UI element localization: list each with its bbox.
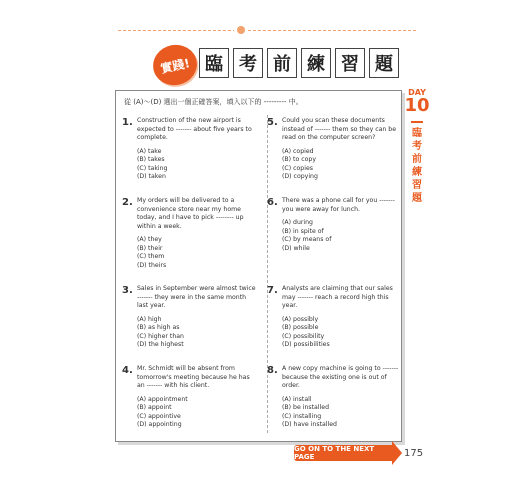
day-side-tab — [402, 88, 432, 205]
option: (C) them — [137, 253, 165, 261]
question-2 — [122, 197, 256, 270]
option: (D) possibilities — [282, 341, 330, 349]
option: (C) higher than — [137, 332, 184, 340]
option: (C) taking — [137, 164, 168, 172]
option: (A) they — [137, 236, 162, 243]
title-char: 練 — [301, 48, 331, 78]
option: (D) while — [282, 244, 310, 252]
instruction-text: 從 (A)～(D) 選出一個正確答案，填入以下的 --------- 中。 — [124, 98, 303, 106]
option: (C) by means of — [282, 236, 332, 244]
next-page-banner: GO ON TO THE NEXT PAGE — [294, 445, 392, 461]
option: (B) takes — [137, 156, 165, 164]
page-number: 175 — [404, 448, 424, 459]
option: (A) appointment — [137, 395, 188, 403]
question-6 — [267, 197, 401, 253]
top-dashed-rule — [118, 30, 416, 31]
question-stem: Could you scan these documents instead of ------- them so they can be read on the computer screen? — [282, 117, 397, 141]
question-stem: There was a phone call for you ------- you were away for lunch. — [282, 197, 395, 213]
question-box — [115, 90, 402, 442]
question-7 — [267, 285, 401, 350]
option: (C) appointive — [137, 412, 181, 420]
option: (D) copying — [282, 173, 318, 181]
option: (B) be installed — [282, 404, 329, 412]
option: (D) theirs — [137, 261, 167, 269]
option: (B) their — [137, 244, 163, 252]
side-section-text: 臨考前練習題 — [412, 128, 422, 204]
option: (D) taken — [137, 173, 166, 181]
option-list — [137, 236, 256, 270]
option: (A) high — [137, 315, 162, 323]
option-list — [282, 396, 401, 430]
option: (B) possible — [282, 324, 319, 332]
option: (C) possibility — [282, 332, 325, 340]
question-stem: Mr. Schmidt will be absent from tomorrow's meeting because he has an ------- with his client. — [137, 365, 250, 389]
option: (B) to copy — [282, 156, 316, 164]
question-stem: Analysts are claiming that our sales may ------- reach a record high this year. — [282, 285, 393, 309]
title-char: 臨 — [199, 48, 229, 78]
day-number: 10 — [404, 95, 430, 116]
question-4 — [122, 365, 256, 430]
question-number: 4. — [122, 365, 133, 376]
question-3 — [122, 285, 256, 350]
option: (A) copied — [282, 147, 314, 155]
practice-badge: 實踐! — [149, 41, 200, 89]
question-stem: A new copy machine is going to ------- because the existing one is out of order. — [282, 365, 399, 389]
option: (A) possibly — [282, 315, 319, 323]
option: (B) appoint — [137, 404, 172, 412]
option-list — [137, 396, 256, 430]
question-5 — [267, 117, 401, 182]
question-stem: My orders will be delivered to a convenience store near my home today, and I have to pick -------- up within a week. — [137, 197, 244, 230]
question-number: 7. — [267, 285, 278, 296]
option: (C) copies — [282, 164, 313, 172]
option-list — [282, 219, 401, 253]
option-list — [282, 148, 401, 182]
title-char: 考 — [233, 48, 263, 78]
option-list — [282, 316, 401, 350]
title-char: 題 — [369, 48, 399, 78]
option: (A) during — [282, 219, 313, 226]
option: (B) in spite of — [282, 227, 324, 235]
question-1 — [122, 117, 256, 182]
option-list — [137, 316, 256, 350]
option: (B) as high as — [137, 324, 180, 332]
option: (C) installing — [282, 412, 322, 420]
option: (A) take — [137, 147, 162, 155]
option: (A) install — [282, 395, 312, 403]
question-stem: Construction of the new airport is expected to ------- about five years to complete. — [137, 117, 252, 141]
side-divider — [411, 121, 423, 123]
question-8 — [267, 365, 401, 430]
option: (D) have installed — [282, 421, 337, 429]
question-number: 3. — [122, 285, 133, 296]
question-number: 6. — [267, 197, 278, 208]
title-char: 前 — [267, 48, 297, 78]
option-list — [137, 148, 256, 182]
title-char: 習 — [335, 48, 365, 78]
option: (D) appointing — [137, 421, 182, 429]
question-number: 1. — [122, 117, 133, 128]
top-dot-ornament — [234, 24, 248, 36]
option: (D) the highest — [137, 341, 184, 349]
question-number: 5. — [267, 117, 278, 128]
day-label: DAY — [408, 88, 426, 97]
next-page-arrow — [392, 441, 402, 465]
question-number: 8. — [267, 365, 278, 376]
page-title — [199, 48, 399, 78]
question-stem: Sales in September were almost twice ------- they were in the same month last year. — [137, 285, 256, 309]
question-number: 2. — [122, 197, 133, 208]
